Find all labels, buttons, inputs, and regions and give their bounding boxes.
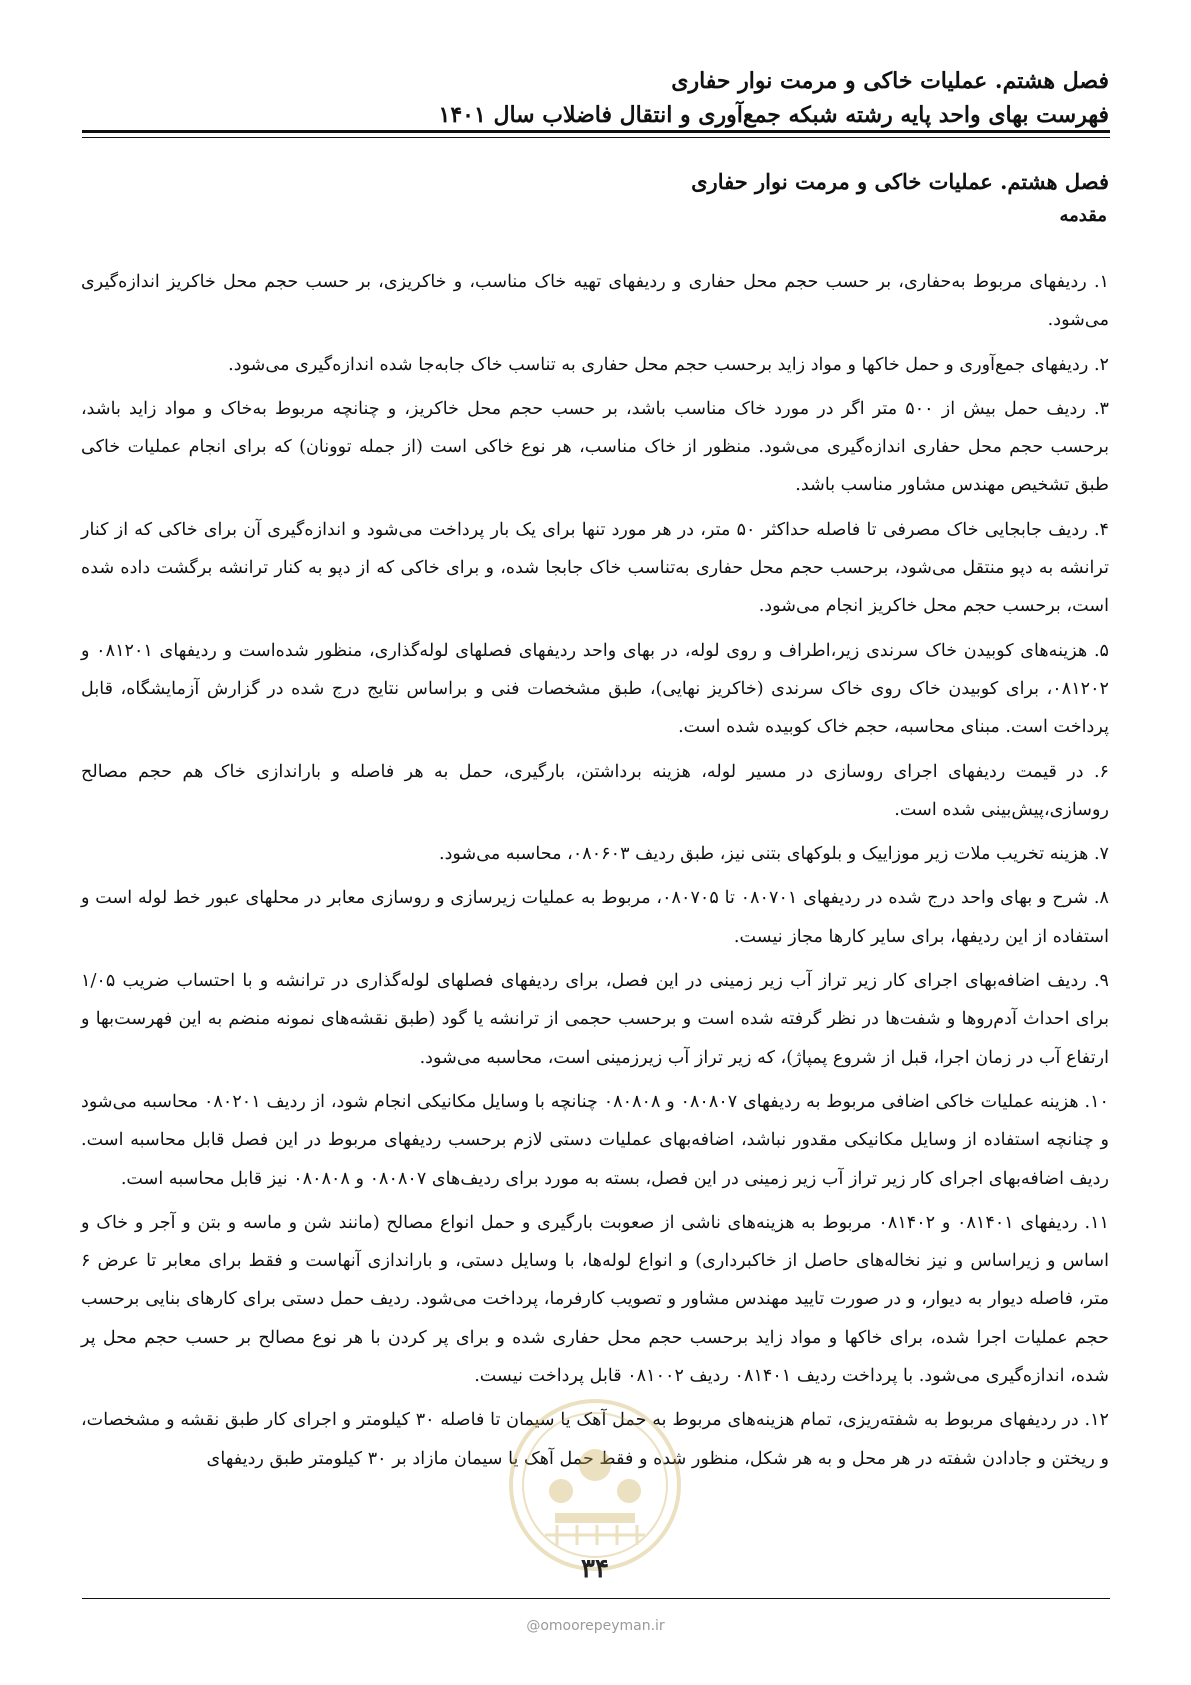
footer-rule	[82, 1598, 1110, 1599]
paragraph-3: ۳. ردیف حمل بیش از ۵۰۰ متر اگر در مورد خاک مناسب باشد، بر حسب حجم محل خاکریز، و چنانچه مربوط به‌خاک و مواد زاید باشد، برحسب حجم محل حفاری اندازه‌گیری می‌شود. منظور از خاک مناسب، هر نوع خاکی است (از جمله توونان) که برای انجام عملیات خاکی طبق تشخیص مهندس مشاور مناسب باشد.	[81, 398, 1109, 496]
chapter-heading	[81, 165, 1109, 233]
paragraph-8: ۸. شرح و بهای واحد درج شده در ردیفهای ۰۸۰۷۰۱ تا ۰۸۰۷۰۵، مربوط به عملیات زیرسازی و روسازی معابر در محلهای عبور خط لوله است و استفاده از این ردیفها، برای سایر کارها مجاز نیست.	[81, 888, 1109, 947]
page-number: ۳۴	[581, 1554, 609, 1584]
page-header	[81, 64, 1109, 132]
header-chapter-title: فصل هشتم. عملیات خاکی و مرمت نوار حفاری	[671, 68, 1109, 94]
paragraph-11: ۱۱. ردیفهای ۰۸۱۴۰۱ و ۰۸۱۴۰۲ مربوط به هزینه‌های ناشی از صعوبت بارگیری و حمل انواع مصالح (مانند شن و ماسه و بتن و آجر و خاک و اساس و زیراساس و نیز نخاله‌های حاصل از خاکبرداری) و انواع لوله‌ها، با وسایل دستی، و باراندازی آنهاست و فقط برای معابر تا عرض ۶ متر، فاصله دیوار به دیوار، و در صورت تایید مهندس مشاور و تصویب کارفرما، پرداخت می‌شود. ردیف حمل دستی برای کارهای بنایی برحسب حجم عملیات اجرا شده، برای خاکها و مواد زاید برحسب حجم محل حفاری شده و برای پر کردن با هر نوع مصالح بر حسب حجم محل پر شده، اندازه‌گیری می‌شود. با پرداخت ردیف ۰۸۱۴۰۱ ردیف ۰۸۱۰۰۲ قابل پرداخت نیست.	[81, 1212, 1110, 1387]
paragraph-4: ۴. ردیف جابجایی خاک مصرفی تا فاصله حداکثر ۵۰ متر، در هر مورد تنها برای یک بار پرداخت می‌شود و اندازه‌گیری آن برای خاکی که از کنار ترانشه به دپو منتقل می‌شود، برحسب حجم محل حفاری به‌تناسب خاک جابجا شده، و برای خاکی که از دپو به کنار ترانشه برگشت داده شده است، برحسب حجم محل خاکریز انجام می‌شود.	[81, 519, 1109, 617]
paragraph-5: ۵. هزینه‌های کوبیدن خاک سرندی زیر،اطراف و روی لوله، در بهای واحد ردیفهای فصلهای لوله‌گذاری، منظور شده‌است و ردیفهای ۰۸۱۲۰۱ و ۰۸۱۲۰۲، برای کوبیدن خاک روی خاک سرندی (خاکریز نهایی)، طبق مشخصات فنی و براساس نتایج درج شده در گزارش آزمایشگاه، قابل پرداخت است. مبنای محاسبه، حجم خاک کوبیده شده است.	[81, 640, 1109, 738]
header-rule-thin	[82, 137, 1110, 138]
paragraph-10: ۱۰. هزینه عملیات خاکی اضافی مربوط به ردیفهای ۰۸۰۸۰۷ و ۰۸۰۸۰۸ چنانچه با وسایل مکانیکی انجام شود، از ردیف ۰۸۰۲۰۱ محاسبه می‌شود و چنانچه استفاده از وسایل مکانیکی مقدور نباشد، اضافه‌بهای عملیات دستی لازم برحسب ردیفهای مربوط در این فصل قابل محاسبه است. ردیف اضافه‌بهای اجرای کار زیر تراز آب زیر زمینی در این فصل، بسته به مورد برای ردیف‌های ۰۸۰۸۰۷ و ۰۸۰۸۰۸ نیز قابل محاسبه است.	[81, 1091, 1109, 1189]
chapter-subtitle: مقدمه	[1059, 205, 1107, 226]
chapter-title: فصل هشتم. عملیات خاکی و مرمت نوار حفاری	[691, 169, 1109, 194]
paragraph-12: ۱۲. در ردیفهای مربوط به شفته‌ریزی، تمام هزینه‌های مربوط به حمل آهک یا سیمان تا فاصله ۳۰ کیلومتر و اجرای کار طبق نقشه و مشخصات، و ریختن و جادادن شفته در هر محل و به هر شکل، منظور شده و فقط حمل آهک یا سیمان مازاد بر ۳۰ کیلومتر طبق ردیفهای	[81, 1410, 1109, 1469]
paragraph-9: ۹. ردیف اضافه‌بهای اجرای کار زیر تراز آب زیر زمینی در این فصل، برای ردیفهای فصلهای لوله‌گذاری در ترانشه و با احتساب ضریب ۱/۰۵ برای احداث آدم‌روها و شفت‌ها در نظر گرفته شده است و برحسب حجمی از ترانشه یا گود (طبق نقشه‌های نمونه منضم به این فهرست‌بها و ارتفاع آب در زمان اجرا، قبل از شروع پمپاژ)، که زیر تراز آب زیرزمینی است، محاسبه می‌شود.	[81, 971, 1109, 1068]
paragraph-2: ۲. ردیفهای جمع‌آوری و حمل خاکها و مواد زاید برحسب حجم محل حفاری به تناسب خاک جابه‌جا شده اندازه‌گیری می‌شود.	[228, 354, 1109, 375]
website-watermark: @omoorepeyman.ir	[526, 1618, 665, 1634]
header-rule-thick	[82, 130, 1110, 133]
seal-logo-icon	[505, 1395, 685, 1575]
paragraph-7: ۷. هزینه تخریب ملات زیر موزاییک و بلوکهای بتنی نیز، طبق ردیف ۰۸۰۶۰۳، محاسبه می‌شود.	[438, 844, 1109, 865]
body-text	[81, 263, 1109, 1484]
header-document-title: فهرست بهای واحد پایه رشته شبکه جمع‌آوری و انتقال فاضلاب سال ۱۴۰۱	[438, 102, 1109, 128]
paragraph-1: ۱. ردیفهای مربوط به‌حفاری، بر حسب حجم محل حفاری و ردیفهای تهیه خاک مناسب، و خاکریزی، بر حسب حجم محل خاکریز اندازه‌گیری می‌شود.	[81, 272, 1109, 331]
paragraph-6: ۶. در قیمت ردیفهای اجرای روسازی در مسیر لوله، هزینه برداشتن، بارگیری، حمل به هر فاصله و باراندازی خاک هم حجم مصالح روسازی،پیش‌بینی شده است.	[81, 761, 1109, 820]
